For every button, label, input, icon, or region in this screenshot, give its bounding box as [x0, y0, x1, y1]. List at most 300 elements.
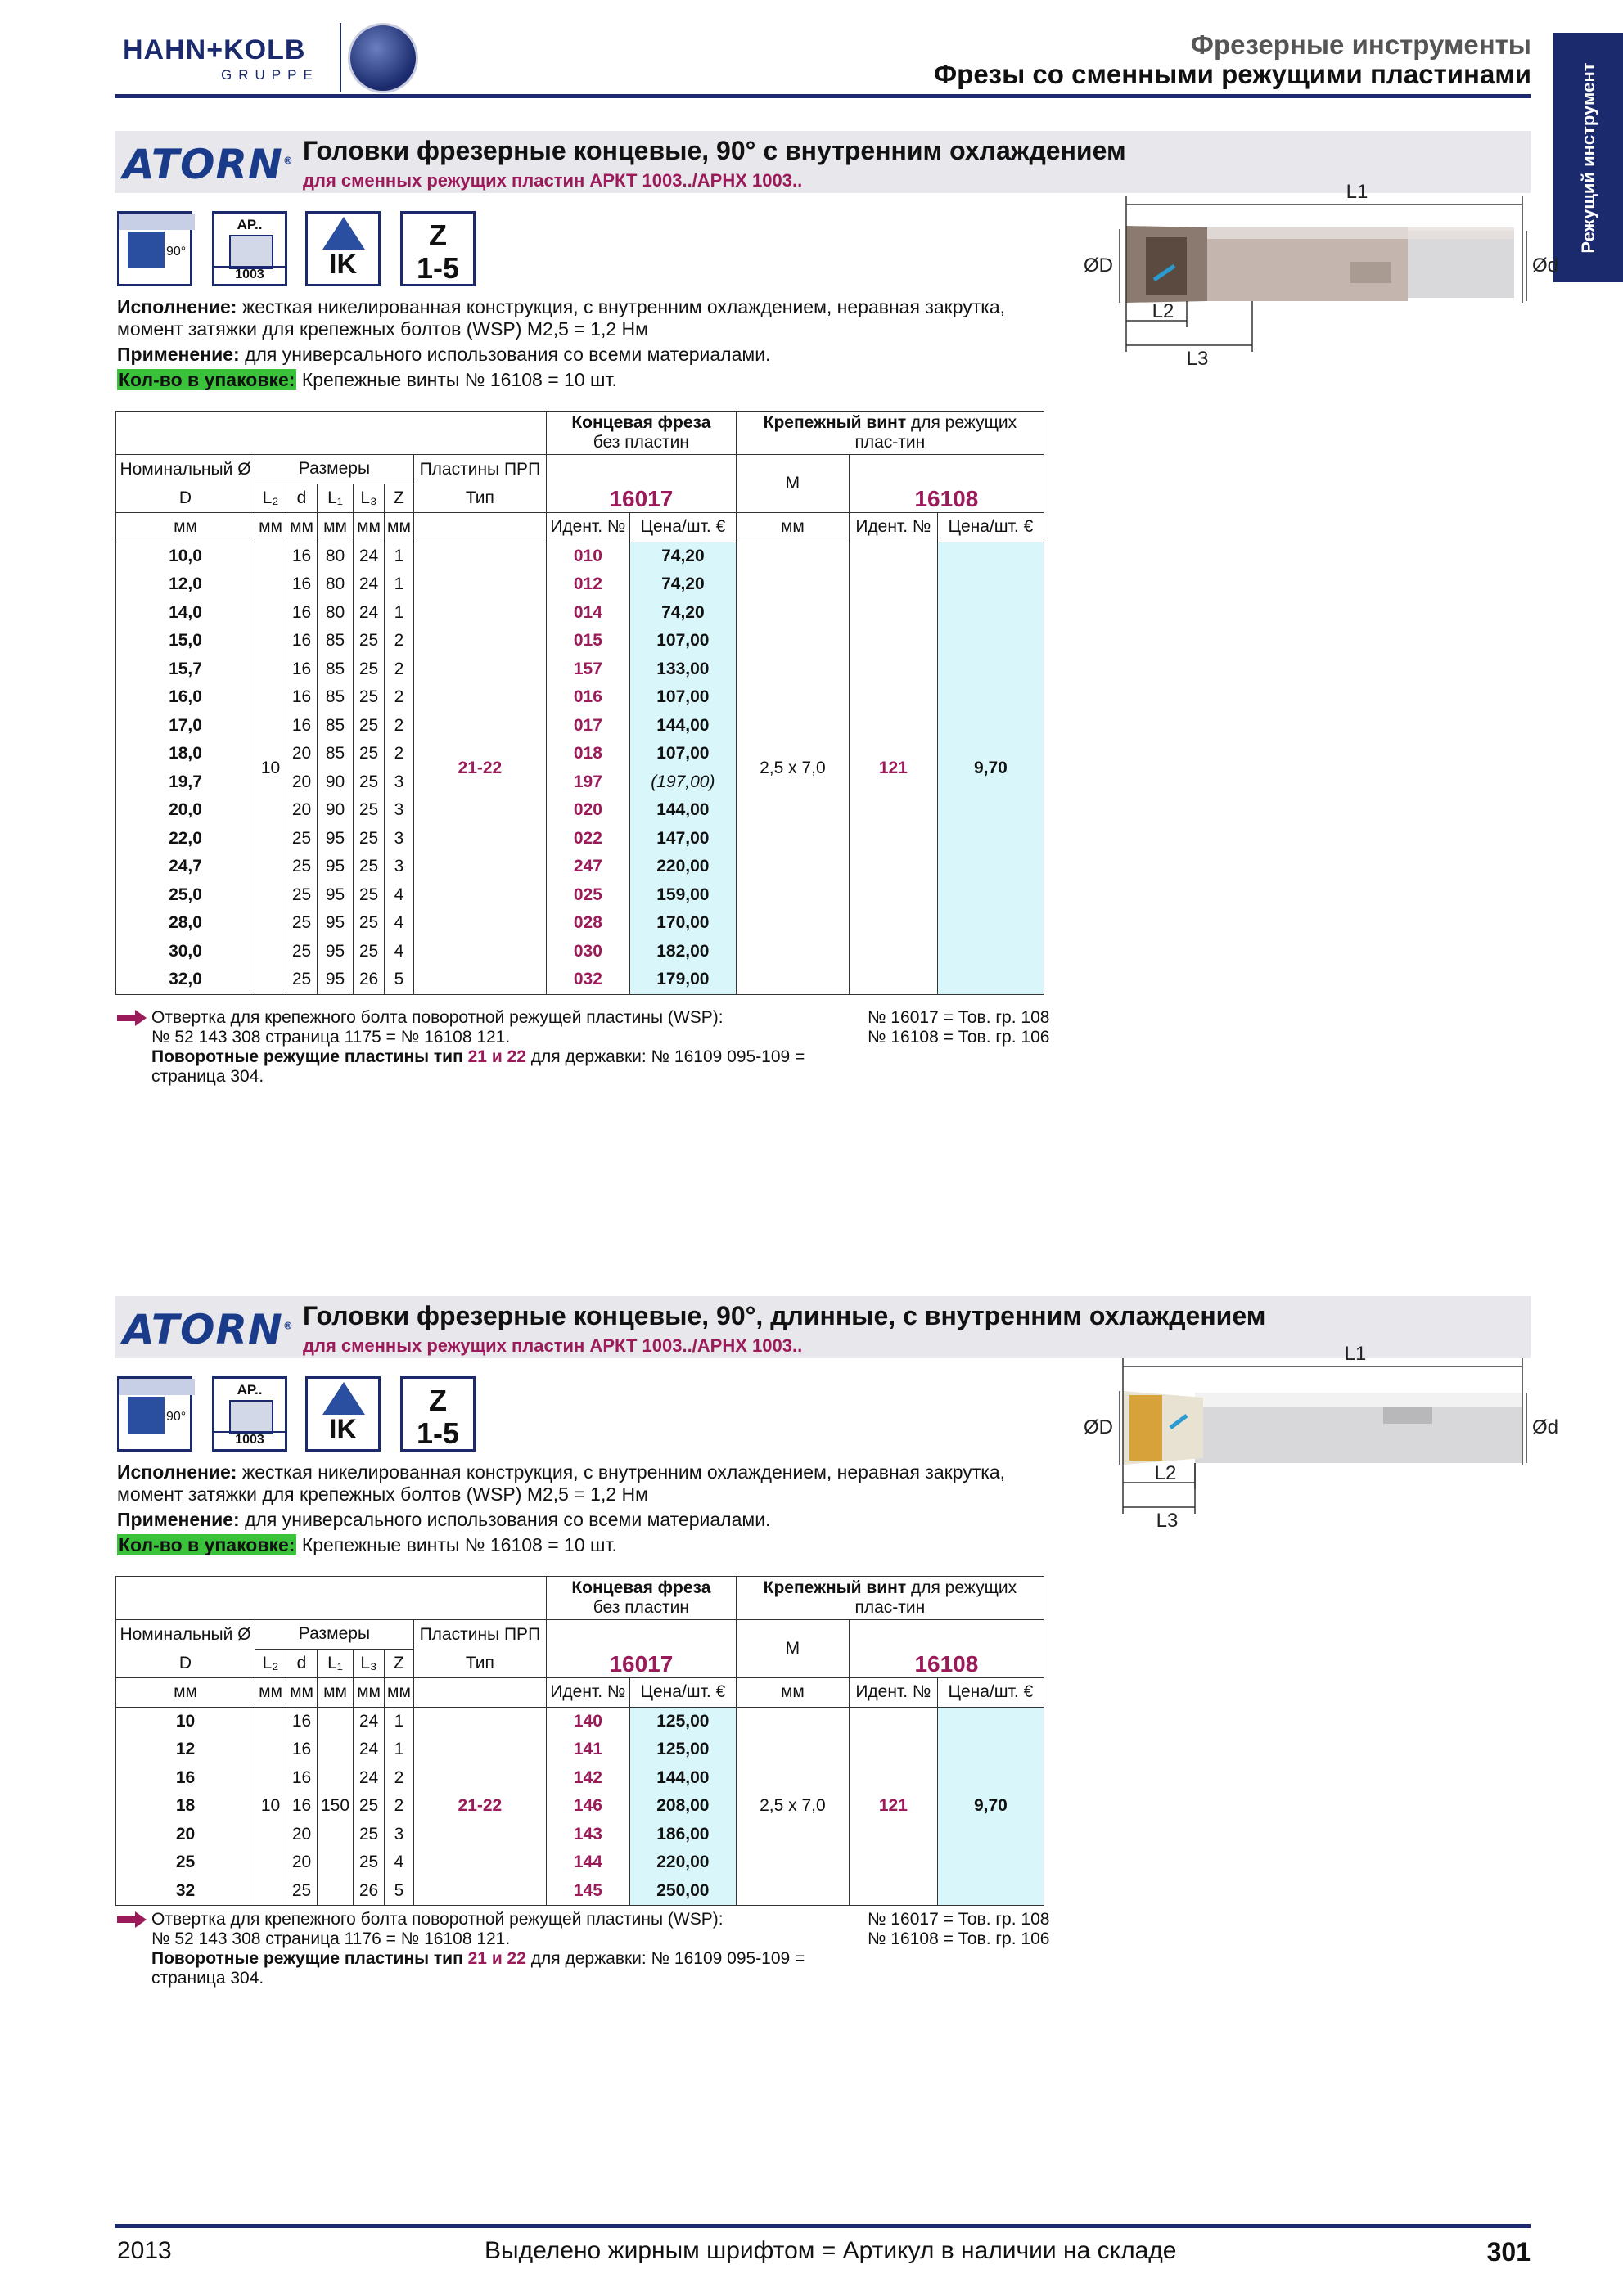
- m-header: M: [736, 455, 849, 513]
- cell-z: 1: [385, 599, 414, 628]
- col-l3-header: L₃: [354, 1649, 385, 1678]
- cell-d-nominal: 24,7: [116, 853, 255, 881]
- cell-d: 16: [286, 655, 318, 684]
- cell-price: 250,00: [629, 1877, 736, 1906]
- header-rule: [115, 94, 1531, 98]
- insert-shape: [229, 235, 273, 269]
- unit-mm: мм: [318, 1678, 354, 1708]
- brand-name: ATORN: [123, 141, 283, 188]
- cell-l3: 24: [354, 599, 385, 628]
- cell-insert-type: 21-22: [413, 1707, 546, 1906]
- angle-90-icon: [117, 211, 192, 286]
- cell-l3: 24: [354, 1764, 385, 1793]
- cell-l3: 25: [354, 712, 385, 741]
- execution-line: [117, 1461, 1058, 1506]
- cell-l1: 80: [318, 542, 354, 570]
- table-header-row: [116, 1620, 1044, 1650]
- cell-d-nominal: 20,0: [116, 796, 255, 825]
- application-text: для универсального использования со всеми материалами.: [245, 1509, 771, 1530]
- execution-label: Исполнение:: [117, 1461, 237, 1483]
- cell-d-nominal: 10: [116, 1707, 255, 1736]
- cell-ident[interactable]: 142: [546, 1764, 629, 1793]
- cell-ident[interactable]: 144: [546, 1848, 629, 1877]
- end-mill-title: Концевая фреза: [571, 1578, 711, 1597]
- cell-l3: 25: [354, 683, 385, 712]
- hahn-kolb-logo: [123, 16, 417, 90]
- teeth-count-icon: [400, 211, 476, 286]
- cell-d-nominal: 12: [116, 1736, 255, 1764]
- cell-z: 4: [385, 1848, 414, 1877]
- cell-ident[interactable]: 032: [546, 966, 629, 994]
- cell-z: 3: [385, 768, 414, 797]
- group-refs: [868, 1910, 1113, 1949]
- cell-d-nominal: 16: [116, 1764, 255, 1793]
- note-screwdriver: Отвертка для крепежного болта поворотной режущей пластины (WSP):: [151, 1008, 724, 1027]
- col-d-header: d: [286, 1649, 318, 1678]
- nominal-header: Номинальный Ø: [116, 455, 255, 484]
- note-page-ref: № 52 143 308 страница 1176 = № 16108 121.: [151, 1929, 511, 1948]
- table-row[interactable]: [116, 542, 1044, 570]
- cell-d: 20: [286, 1821, 318, 1849]
- cell-l3: 26: [354, 966, 385, 994]
- type-header: Тип: [413, 1649, 546, 1678]
- screw-title: Крепежный винт: [763, 413, 907, 432]
- footer-year: 2013: [117, 2237, 172, 2264]
- cell-ident[interactable]: 157: [546, 655, 629, 684]
- cell-z: 3: [385, 825, 414, 853]
- unit-mm: мм: [255, 513, 286, 542]
- cell-price: 107,00: [629, 740, 736, 768]
- page-number: 301: [1486, 2237, 1531, 2267]
- side-tab-label: Режущий инструмент: [1577, 61, 1598, 254]
- cell-ident[interactable]: 143: [546, 1821, 629, 1849]
- package-line: [117, 1534, 1058, 1556]
- package-line: [117, 369, 1058, 391]
- cell-price: 125,00: [629, 1736, 736, 1764]
- note-inserts: [151, 1949, 888, 1969]
- cell-price: 170,00: [629, 909, 736, 938]
- cell-z: 2: [385, 1764, 414, 1793]
- cell-l1: 80: [318, 570, 354, 599]
- dims-header: Размеры: [255, 1620, 414, 1650]
- execution-text: жесткая никелированная конструкция, с внутренним охлаждением, неравная закрутка, момент затяжки для крепежных болтов (WSP) М2,5 = 1,2 Нм: [117, 296, 1006, 340]
- table-row[interactable]: [116, 1707, 1044, 1736]
- col-z-header: Z: [385, 484, 414, 513]
- cell-d: 16: [286, 599, 318, 628]
- dim-label-l3: L3: [1156, 1510, 1179, 1532]
- cell-z: 2: [385, 627, 414, 655]
- cell-l1: 95: [318, 825, 354, 853]
- package-text: Крепежные винты № 16108 = 10 шт.: [301, 369, 617, 390]
- coolant-triangle: [322, 217, 365, 250]
- section-subtitle: для сменных режущих пластин АРКТ 1003../АРНХ 1003..: [303, 170, 803, 191]
- cell-screw-ident[interactable]: 121: [849, 1707, 937, 1906]
- cell-d: 20: [286, 768, 318, 797]
- cell-ident[interactable]: 141: [546, 1736, 629, 1764]
- cell-d-nominal: 12,0: [116, 570, 255, 599]
- angle-label: 90°: [166, 1410, 187, 1424]
- cell-z: 4: [385, 909, 414, 938]
- cell-z: 2: [385, 740, 414, 768]
- cell-price: 74,20: [629, 570, 736, 599]
- dim-label-d: ØD: [1084, 1416, 1113, 1438]
- col-l1-header: L₁: [318, 484, 354, 513]
- cell-l3: 25: [354, 938, 385, 966]
- cell-l1: 85: [318, 740, 354, 768]
- teeth-label: Z: [429, 1384, 447, 1417]
- angle-90-icon: [117, 1376, 192, 1452]
- cell-price: 107,00: [629, 627, 736, 655]
- cell-d-nominal: 17,0: [116, 712, 255, 741]
- article-16017: 16017: [546, 1620, 736, 1678]
- side-tab-cutting-tools[interactable]: [1553, 33, 1623, 282]
- teeth-label: Z: [429, 218, 447, 252]
- insert-type-top: AP..: [237, 217, 263, 232]
- application-text: для универсального использования со всеми материалами.: [245, 344, 771, 365]
- execution-label: Исполнение:: [117, 296, 237, 317]
- end-mill-sub: без пластин: [593, 1598, 689, 1617]
- cell-ident[interactable]: 197: [546, 768, 629, 797]
- package-label: Кол-во в упаковке:: [119, 369, 295, 390]
- cell-d: 16: [286, 1792, 318, 1821]
- cell-ident[interactable]: 010: [546, 542, 629, 570]
- screw-header: [736, 412, 1044, 455]
- unit-mm: мм: [736, 1678, 849, 1708]
- screw-sub: для режущих плас-тин: [854, 413, 1017, 452]
- cell-d-nominal: 30,0: [116, 938, 255, 966]
- cell-l2: 10: [255, 1707, 286, 1906]
- section-title: Головки фрезерные концевые, 90° с внутренним охлаждением: [303, 136, 1126, 165]
- col-l1-header: L₁: [318, 1649, 354, 1678]
- group-refs: [868, 1008, 1113, 1047]
- unit-blank: [413, 1678, 546, 1708]
- cell-d: 16: [286, 570, 318, 599]
- spec-table: [115, 1576, 1044, 1906]
- note-holder: для державки: № 16109 095-109 =: [530, 1047, 805, 1066]
- cell-d: 25: [286, 938, 318, 966]
- cell-ident[interactable]: 247: [546, 853, 629, 881]
- col-z-header: Z: [385, 1649, 414, 1678]
- cell-l3: 24: [354, 542, 385, 570]
- cell-screw-ident[interactable]: 121: [849, 542, 937, 994]
- dim-label-l1: L1: [1346, 181, 1368, 203]
- registered-mark-icon: ®: [282, 1320, 294, 1332]
- ident-header: Идент. №: [546, 513, 629, 542]
- cell-l3: 25: [354, 909, 385, 938]
- cell-z: 3: [385, 1821, 414, 1849]
- end-mill-title: Концевая фреза: [571, 413, 711, 432]
- screw-header: [736, 1577, 1044, 1620]
- dims-header: Размеры: [255, 455, 414, 484]
- brand-name: ATORN: [123, 1306, 283, 1353]
- inserts-header: Пластины ПРП: [413, 455, 546, 484]
- cell-l1: 85: [318, 655, 354, 684]
- cell-d: 20: [286, 796, 318, 825]
- cell-price: 220,00: [629, 1848, 736, 1877]
- cell-ident[interactable]: 025: [546, 881, 629, 910]
- dim-label-d: Ød: [1532, 254, 1559, 277]
- cell-d: 25: [286, 825, 318, 853]
- cell-l2: 10: [255, 542, 286, 994]
- cell-ident[interactable]: 016: [546, 683, 629, 712]
- coolant-triangle: [322, 1382, 365, 1415]
- table-header-row: [116, 412, 1044, 455]
- cell-price: 144,00: [629, 1764, 736, 1793]
- cell-z: 2: [385, 712, 414, 741]
- cell-ident[interactable]: 020: [546, 796, 629, 825]
- col-l3-header: L₃: [354, 484, 385, 513]
- cell-z: 2: [385, 655, 414, 684]
- note-arrow-icon: [117, 1010, 147, 1026]
- teeth-range: 1-5: [416, 1416, 460, 1450]
- cell-z: 1: [385, 1707, 414, 1736]
- insert-shape: [229, 1400, 273, 1434]
- cell-ident[interactable]: 030: [546, 938, 629, 966]
- product-description: [117, 1461, 1058, 1556]
- cell-l1: 85: [318, 712, 354, 741]
- end-mill-sub: без пластин: [593, 433, 689, 452]
- dim-label-d: Ød: [1532, 1416, 1559, 1438]
- price-header: Цена/шт. €: [937, 1678, 1044, 1708]
- cell-d: 25: [286, 909, 318, 938]
- cell-insert-type: 21-22: [413, 542, 546, 994]
- cell-d-nominal: 25: [116, 1848, 255, 1877]
- cell-l1: 90: [318, 768, 354, 797]
- section-title-band: [115, 1296, 1531, 1358]
- application-line: [117, 344, 1058, 366]
- application-label: Применение:: [117, 344, 240, 365]
- logo-sub-text: GRUPPE: [221, 67, 319, 83]
- unit-mm: мм: [255, 1678, 286, 1708]
- teeth-range: 1-5: [416, 251, 460, 285]
- feature-icons: [117, 1376, 485, 1458]
- package-label: Кол-во в упаковке:: [119, 1534, 295, 1555]
- cell-d-nominal: 32: [116, 1877, 255, 1906]
- cell-price: 144,00: [629, 796, 736, 825]
- cell-d-nominal: 14,0: [116, 599, 255, 628]
- unit-mm: мм: [116, 513, 255, 542]
- insert-type-bottom: 1003: [214, 1431, 285, 1447]
- atorn-logo: [123, 141, 294, 188]
- cell-d-nominal: 19,7: [116, 768, 255, 797]
- note-page: страница 304.: [151, 1067, 264, 1086]
- cell-l1: 80: [318, 599, 354, 628]
- article-16108: 16108: [849, 1620, 1044, 1678]
- package-text: Крепежные винты № 16108 = 10 шт.: [301, 1534, 617, 1555]
- nominal-header: Номинальный Ø: [116, 1620, 255, 1650]
- d-header: D: [116, 484, 255, 513]
- insert-type-icon: [212, 211, 287, 286]
- cell-z: 2: [385, 683, 414, 712]
- table-header-row: [116, 1577, 1044, 1620]
- angle-shade: [119, 1379, 195, 1395]
- cell-d: 25: [286, 853, 318, 881]
- ident-header: Идент. №: [849, 1678, 937, 1708]
- cell-z: 5: [385, 1877, 414, 1906]
- footer-rule: [115, 2224, 1531, 2228]
- cell-price: 74,20: [629, 542, 736, 570]
- cell-d: 16: [286, 1764, 318, 1793]
- cell-price: 186,00: [629, 1821, 736, 1849]
- dim-label-l1: L1: [1344, 1343, 1367, 1365]
- cell-l3: 25: [354, 1821, 385, 1849]
- cell-screw-price: 9,70: [937, 542, 1044, 994]
- cell-z: 4: [385, 938, 414, 966]
- cell-d-nominal: 10,0: [116, 542, 255, 570]
- cell-d-nominal: 32,0: [116, 966, 255, 994]
- unit-mm: мм: [286, 513, 318, 542]
- cell-l1: 85: [318, 683, 354, 712]
- cell-ident[interactable]: 014: [546, 599, 629, 628]
- section-title-band: [115, 131, 1531, 193]
- dim-label-l3: L3: [1186, 348, 1209, 370]
- end-mill-header: [546, 1577, 736, 1620]
- cell-ident[interactable]: 146: [546, 1792, 629, 1821]
- cell-l3: 25: [354, 768, 385, 797]
- screw-sub: для режущих плас-тин: [854, 1578, 1017, 1617]
- teeth-count-icon: [400, 1376, 476, 1452]
- cell-ident[interactable]: 015: [546, 627, 629, 655]
- footer-legend: Выделено жирным шрифтом = Артикул в наличии на складе: [485, 2237, 1177, 2264]
- internal-coolant-icon: [305, 1376, 381, 1452]
- cell-d: 16: [286, 712, 318, 741]
- cell-z: 5: [385, 966, 414, 994]
- unit-mm: мм: [116, 1678, 255, 1708]
- ref-16108: № 16108 = Тов. гр. 106: [868, 1929, 1050, 1948]
- article-16017: 16017: [546, 455, 736, 513]
- note-insert-types: 21 и 22: [467, 1047, 526, 1066]
- cell-ident[interactable]: 145: [546, 1877, 629, 1906]
- col-d-header: d: [286, 484, 318, 513]
- angle-square: [128, 232, 165, 268]
- cell-d-nominal: 15,7: [116, 655, 255, 684]
- section-title: Головки фрезерные концевые, 90°, длинные, с внутренним охлаждением: [303, 1301, 1266, 1330]
- logo-main-text: HAHN+KOLB: [123, 34, 306, 65]
- cell-l3: 26: [354, 1877, 385, 1906]
- cell-ident[interactable]: 022: [546, 825, 629, 853]
- category-title: Фрезерные инструменты: [1190, 29, 1531, 60]
- registered-mark-icon: ®: [282, 155, 294, 167]
- ref-16017: № 16017 = Тов. гр. 108: [868, 1008, 1050, 1027]
- section-subtitle: для сменных режущих пластин АРКТ 1003../АРНХ 1003..: [303, 1335, 803, 1356]
- cell-price: 107,00: [629, 683, 736, 712]
- atorn-logo: [123, 1306, 294, 1353]
- insert-type-icon: [212, 1376, 287, 1452]
- cell-d: 16: [286, 542, 318, 570]
- cell-d-nominal: 25,0: [116, 881, 255, 910]
- cell-l1: 95: [318, 881, 354, 910]
- cell-l3: 25: [354, 627, 385, 655]
- insert-type-bottom: 1003: [214, 266, 285, 282]
- header-blank: [116, 412, 547, 455]
- unit-mm: мм: [736, 513, 849, 542]
- product-description: [117, 296, 1058, 391]
- cell-d: 25: [286, 1877, 318, 1906]
- cell-ident[interactable]: 028: [546, 909, 629, 938]
- cell-d: 16: [286, 1707, 318, 1736]
- price-header: Цена/шт. €: [937, 513, 1044, 542]
- cell-d: 16: [286, 627, 318, 655]
- feature-icons: [117, 211, 485, 293]
- article-16108: 16108: [849, 455, 1044, 513]
- note-page: страница 304.: [151, 1969, 264, 1988]
- table-notes: [151, 1910, 888, 1988]
- cell-screw-m: 2,5 x 7,0: [736, 542, 849, 994]
- cell-price: 208,00: [629, 1792, 736, 1821]
- angle-square: [128, 1397, 165, 1434]
- price-header: Цена/шт. €: [629, 1678, 736, 1708]
- header-blank: [116, 1577, 547, 1620]
- cell-z: 3: [385, 853, 414, 881]
- m-header: M: [736, 1620, 849, 1678]
- cell-l1: 90: [318, 796, 354, 825]
- cell-d-nominal: 15,0: [116, 627, 255, 655]
- dim-label-l2: L2: [1154, 1462, 1177, 1484]
- cell-d-nominal: 22,0: [116, 825, 255, 853]
- cell-l1: 95: [318, 966, 354, 994]
- application-line: [117, 1509, 1058, 1531]
- unit-mm: мм: [318, 513, 354, 542]
- cell-l3: 25: [354, 1792, 385, 1821]
- cell-l3: 25: [354, 825, 385, 853]
- application-label: Применение:: [117, 1509, 240, 1530]
- execution-line: [117, 296, 1058, 340]
- table-header-row: [116, 455, 1044, 484]
- cell-z: 4: [385, 881, 414, 910]
- cell-l1: 95: [318, 909, 354, 938]
- d-header: D: [116, 1649, 255, 1678]
- cell-ident[interactable]: 140: [546, 1707, 629, 1736]
- cell-l3: 25: [354, 796, 385, 825]
- note-page-ref: № 52 143 308 страница 1175 = № 16108 121.: [151, 1028, 511, 1047]
- ref-16108: № 16108 = Тов. гр. 106: [868, 1028, 1050, 1047]
- table-units-row: [116, 513, 1044, 542]
- cell-d: 16: [286, 1736, 318, 1764]
- coolant-label: IK: [329, 249, 357, 280]
- unit-mm: мм: [286, 1678, 318, 1708]
- insert-type-top: AP..: [237, 1382, 263, 1398]
- note-inserts-bold: Поворотные режущие пластины тип: [151, 1047, 463, 1066]
- note-inserts: [151, 1047, 888, 1067]
- internal-coolant-icon: [305, 211, 381, 286]
- note-holder: для державки: № 16109 095-109 =: [530, 1949, 805, 1968]
- cell-d: 20: [286, 740, 318, 768]
- cell-d: 25: [286, 966, 318, 994]
- cell-ident[interactable]: 012: [546, 570, 629, 599]
- cell-price: 125,00: [629, 1707, 736, 1736]
- unit-mm: мм: [354, 513, 385, 542]
- cell-l3: 24: [354, 1736, 385, 1764]
- cell-l1: 95: [318, 853, 354, 881]
- cell-price: 74,20: [629, 599, 736, 628]
- cell-price: 159,00: [629, 881, 736, 910]
- cell-l1: 95: [318, 938, 354, 966]
- screw-title: Крепежный винт: [763, 1578, 907, 1597]
- cell-d: 25: [286, 881, 318, 910]
- note-arrow-icon: [117, 1911, 147, 1928]
- cell-ident[interactable]: 018: [546, 740, 629, 768]
- cell-price: 179,00: [629, 966, 736, 994]
- cell-price: 182,00: [629, 938, 736, 966]
- ident-header: Идент. №: [849, 513, 937, 542]
- cell-l3: 24: [354, 570, 385, 599]
- note-screwdriver: Отвертка для крепежного болта поворотной режущей пластины (WSP):: [151, 1910, 724, 1929]
- tool-dimension-drawing: [1072, 181, 1559, 393]
- cell-ident[interactable]: 017: [546, 712, 629, 741]
- type-header: Тип: [413, 484, 546, 513]
- cell-price: 147,00: [629, 825, 736, 853]
- cell-screw-m: 2,5 x 7,0: [736, 1707, 849, 1906]
